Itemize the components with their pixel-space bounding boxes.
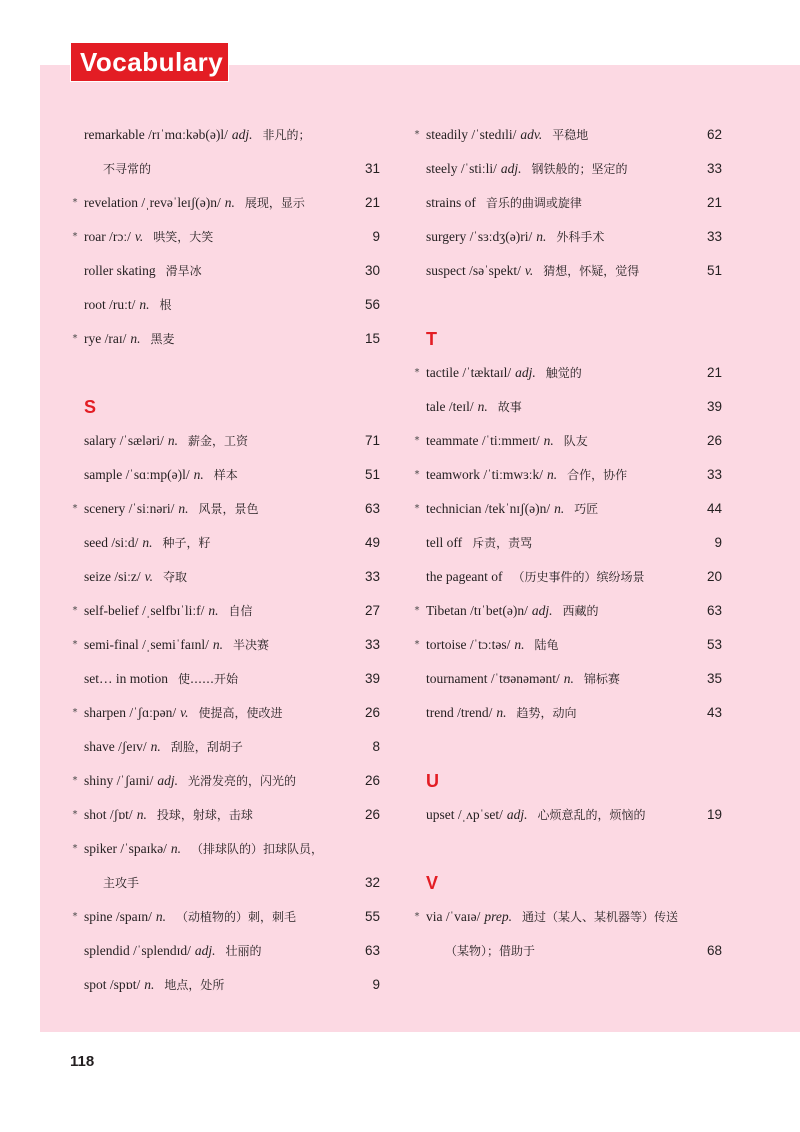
definition: 西藏的 — [562, 604, 599, 618]
part-of-speech: n. — [536, 229, 547, 244]
page-ref: 49 — [364, 535, 380, 550]
definition: 音乐的曲调或旋律 — [485, 196, 582, 210]
list-item — [70, 186, 380, 220]
vocab-entry — [426, 560, 644, 594]
definition: 薪金，工资 — [187, 434, 248, 448]
list-item — [70, 730, 380, 764]
headword: teammate /ˈtiːmmeɪt/ — [426, 433, 540, 448]
definition: 队友 — [563, 434, 588, 448]
list-item — [412, 220, 722, 254]
definition: 触觉的 — [545, 366, 582, 380]
part-of-speech: n. — [178, 501, 189, 516]
headword: self-belief /ˌselfbɪˈliːf/ — [84, 603, 205, 618]
vocab-entry — [84, 458, 238, 492]
star-marker: * — [72, 707, 78, 718]
list-item — [412, 696, 722, 730]
list-item — [70, 458, 380, 492]
star-marker: * — [72, 911, 78, 922]
list-item — [412, 254, 722, 288]
page-ref: 53 — [706, 637, 722, 652]
headword: seed /siːd/ — [84, 535, 139, 550]
part-of-speech: adj. — [531, 603, 553, 618]
star-marker: * — [72, 843, 78, 854]
page-ref: 9 — [372, 229, 380, 244]
page-ref: 68 — [706, 943, 722, 958]
list-item — [70, 696, 380, 730]
part-of-speech: n. — [563, 671, 574, 686]
headword: roar /rɔː/ — [84, 229, 131, 244]
part-of-speech: n. — [543, 433, 554, 448]
definition: 使……开始 — [178, 672, 239, 686]
vocab-entry — [426, 220, 604, 254]
headword: tortoise /ˈtɔːtəs/ — [426, 637, 511, 652]
page-ref: 71 — [364, 433, 380, 448]
list-item — [412, 186, 722, 220]
page-ref: 51 — [364, 467, 380, 482]
page-ref: 33 — [364, 637, 380, 652]
list-item — [70, 968, 380, 1002]
part-of-speech: n. — [142, 535, 153, 550]
definition: 自信 — [228, 604, 253, 618]
vocab-entry — [426, 526, 532, 560]
definition: 故事 — [497, 400, 522, 414]
headword: suspect /səˈspekt/ — [426, 263, 521, 278]
vocab-entry — [84, 288, 172, 322]
definition: 风景，景色 — [198, 502, 259, 516]
headword: spot /spɒt/ — [84, 977, 141, 992]
list-item — [412, 356, 722, 390]
vocab-entry — [84, 186, 305, 220]
headword: roller skating — [84, 263, 156, 278]
page-ref: 21 — [706, 365, 722, 380]
part-of-speech: n. — [130, 331, 141, 346]
headword: upset /ˌʌpˈset/ — [426, 807, 503, 822]
part-of-speech: n. — [167, 433, 178, 448]
list-item — [70, 866, 380, 900]
headword: remarkable /rɪˈmɑːkəb(ə)l/ — [84, 127, 228, 142]
vocab-entry — [426, 798, 646, 832]
page-ref: 43 — [706, 705, 722, 720]
part-of-speech: v. — [524, 263, 534, 278]
page-ref: 56 — [364, 297, 380, 312]
list-item — [70, 152, 380, 186]
list-item — [412, 118, 722, 152]
part-of-speech: adv. — [520, 127, 543, 142]
page-ref: 26 — [364, 807, 380, 822]
headword: via /ˈvaɪə/ — [426, 909, 481, 924]
part-of-speech: v. — [144, 569, 153, 584]
page-number: 118 — [70, 1053, 95, 1070]
definition: 刮脸，刮胡子 — [170, 740, 243, 754]
definition: 黑麦 — [150, 332, 175, 346]
page-ref: 63 — [364, 943, 380, 958]
definition: 趋势，动向 — [516, 706, 577, 720]
definition: 斥责，责骂 — [472, 536, 533, 550]
section-letter-v: V — [426, 873, 439, 893]
part-of-speech: adj. — [231, 127, 253, 142]
headword: shot /ʃɒt/ — [84, 807, 133, 822]
headword: technician /tekˈnɪʃ(ə)n/ — [426, 501, 551, 516]
vocab-entry — [426, 254, 639, 288]
page-ref: 26 — [706, 433, 722, 448]
definition: 心烦意乱的，烦恼的 — [537, 808, 646, 822]
part-of-speech: n. — [136, 807, 147, 822]
list-item — [70, 492, 380, 526]
list-item — [70, 798, 380, 832]
headword: rye /raɪ/ — [84, 331, 127, 346]
page-ref: 26 — [364, 705, 380, 720]
headword: steely /ˈstiːli/ — [426, 161, 497, 176]
vocab-entry — [97, 152, 151, 186]
definition: 哄笑，大笑 — [153, 230, 214, 244]
page-ref: 39 — [364, 671, 380, 686]
definition: 展现，显示 — [244, 196, 305, 210]
list-item — [70, 662, 380, 696]
part-of-speech: n. — [224, 195, 235, 210]
headword: steadily /ˈstedɪli/ — [426, 127, 517, 142]
part-of-speech: adj. — [157, 773, 179, 788]
vocab-entry — [84, 696, 283, 730]
definition: （某物）；借助于 — [445, 944, 536, 958]
vocab-entry — [426, 424, 588, 458]
page-ref: 33 — [706, 229, 722, 244]
headword: revelation /ˌrevəˈleɪʃ(ə)n/ — [84, 195, 221, 210]
definition: 地点，处所 — [164, 978, 225, 992]
definition: 陆龟 — [534, 638, 559, 652]
page-ref: 20 — [706, 569, 722, 584]
list-item — [70, 764, 380, 798]
headword: teamwork /ˈtiːmwɜːk/ — [426, 467, 544, 482]
list-item — [412, 458, 722, 492]
definition: 锦标赛 — [583, 672, 620, 686]
definition: 滑旱冰 — [165, 264, 202, 278]
vocab-entry — [426, 152, 628, 186]
page-ref: 63 — [706, 603, 722, 618]
section-gap — [412, 730, 722, 764]
vocab-entry — [439, 934, 535, 968]
star-marker: * — [414, 129, 420, 140]
list-item — [70, 254, 380, 288]
page-ref: 33 — [364, 569, 380, 584]
definition: 光滑发亮的，闪光的 — [188, 774, 297, 788]
star-marker: * — [72, 503, 78, 514]
part-of-speech: n. — [547, 467, 558, 482]
vocab-entry — [426, 662, 620, 696]
list-item — [412, 560, 722, 594]
definition: 壮丽的 — [225, 944, 262, 958]
vocab-entry — [84, 424, 248, 458]
star-marker: * — [414, 435, 420, 446]
part-of-speech: n. — [514, 637, 525, 652]
list-item — [412, 662, 722, 696]
headword: trend /trend/ — [426, 705, 493, 720]
definition: 猜想，怀疑，觉得 — [543, 264, 640, 278]
definition: 根 — [159, 298, 172, 312]
headword: seize /siːz/ — [84, 569, 141, 584]
part-of-speech: adj. — [515, 365, 536, 380]
headword: salary /ˈsæləri/ — [84, 433, 164, 448]
star-marker: * — [72, 197, 78, 208]
definition: 主攻手 — [103, 876, 140, 890]
headword: tell off — [426, 535, 463, 550]
list-item — [70, 628, 380, 662]
part-of-speech: v. — [134, 229, 144, 244]
page-ref: 31 — [364, 161, 380, 176]
headword: set… in motion — [84, 671, 168, 686]
list-item — [70, 560, 380, 594]
definition: 夺取 — [162, 570, 187, 584]
headword: spiker /ˈspaɪkə/ — [84, 841, 167, 856]
list-item — [412, 594, 722, 628]
vocab-entry — [84, 594, 252, 628]
list-item — [412, 900, 722, 934]
part-of-speech: n. — [477, 399, 488, 414]
definition: 非凡的； — [262, 128, 311, 142]
page-ref: 62 — [706, 127, 722, 142]
list-item — [70, 594, 380, 628]
page-title: Vocabulary — [80, 47, 224, 77]
list-item — [412, 526, 722, 560]
part-of-speech: n. — [170, 841, 181, 856]
list-item — [412, 492, 722, 526]
vocab-entry — [97, 866, 139, 900]
headword: scenery /ˈsiːnəri/ — [84, 501, 175, 516]
part-of-speech: n. — [144, 977, 155, 992]
section-letter-s: S — [84, 397, 97, 417]
headword: Tibetan /tɪˈbet(ə)n/ — [426, 603, 528, 618]
list-item — [412, 934, 722, 968]
star-marker: * — [72, 333, 78, 344]
section-letter-t: T — [426, 329, 437, 349]
vocab-entry — [84, 934, 262, 968]
star-marker: * — [72, 775, 78, 786]
list-item — [412, 424, 722, 458]
definition: 投球，射球，击球 — [156, 808, 253, 822]
list-item — [70, 220, 380, 254]
definition: 样本 — [213, 468, 238, 482]
page-ref: 63 — [364, 501, 380, 516]
headword: strains of — [426, 195, 476, 210]
vocab-entry — [426, 118, 588, 152]
definition: 平稳地 — [552, 128, 589, 142]
definition: （排球队的）扣球队员， — [190, 842, 323, 856]
headword: tactile /ˈtæktaɪl/ — [426, 365, 512, 380]
vocab-entry — [426, 186, 582, 220]
vocab-entry — [84, 118, 311, 152]
left-column — [70, 118, 380, 1002]
vocab-entry — [426, 390, 522, 424]
list-item — [412, 628, 722, 662]
section-gap — [412, 832, 722, 866]
page-ref: 26 — [364, 773, 380, 788]
list-item — [70, 118, 380, 152]
star-marker: * — [414, 469, 420, 480]
headword: shave /ʃeɪv/ — [84, 739, 147, 754]
part-of-speech: n. — [139, 297, 150, 312]
page-ref: 19 — [706, 807, 722, 822]
vocab-entry — [84, 968, 224, 1002]
part-of-speech: v. — [180, 705, 189, 720]
headword: the pageant of — [426, 569, 503, 584]
part-of-speech: adj. — [500, 161, 522, 176]
star-marker: * — [414, 503, 420, 514]
page-ref: 55 — [364, 909, 380, 924]
definition: （历史事件的）缤纷场景 — [512, 570, 645, 584]
section-letter-u: U — [426, 771, 439, 791]
vocab-entry — [84, 730, 243, 764]
page-ref: 27 — [364, 603, 380, 618]
star-marker: * — [72, 605, 78, 616]
page-ref: 30 — [364, 263, 380, 278]
page-ref: 35 — [706, 671, 722, 686]
headword: shiny /ˈʃaɪni/ — [84, 773, 154, 788]
part-of-speech: adj. — [194, 943, 216, 958]
headword: semi-final /ˌsemiˈfaɪnl/ — [84, 637, 209, 652]
part-of-speech: n. — [554, 501, 565, 516]
definition: 合作，协作 — [567, 468, 628, 482]
star-marker: * — [414, 367, 420, 378]
page-ref: 39 — [706, 399, 722, 414]
headword: root /ruːt/ — [84, 297, 136, 312]
vocab-entry — [84, 798, 253, 832]
list-item — [70, 934, 380, 968]
page-ref: 33 — [706, 161, 722, 176]
headword: splendid /ˈsplendɪd/ — [84, 943, 191, 958]
part-of-speech: n. — [150, 739, 161, 754]
vocab-entry — [426, 696, 577, 730]
list-item — [70, 526, 380, 560]
vocab-entry — [84, 832, 323, 866]
vocab-entry — [426, 628, 559, 662]
page-ref: 9 — [372, 977, 380, 992]
list-item — [70, 288, 380, 322]
part-of-speech: n. — [208, 603, 219, 618]
vocab-entry — [84, 254, 202, 288]
section-gap — [412, 288, 722, 322]
vocab-entry — [84, 220, 213, 254]
vocab-entry — [426, 356, 582, 390]
vocab-entry — [84, 662, 238, 696]
list-item — [70, 322, 380, 356]
list-item — [70, 900, 380, 934]
headword: tournament /ˈtʊənəmənt/ — [426, 671, 560, 686]
headword: sharpen /ˈʃɑːpən/ — [84, 705, 177, 720]
page-ref: 8 — [372, 739, 380, 754]
vocab-entry — [426, 594, 599, 628]
definition: 种子，籽 — [162, 536, 211, 550]
part-of-speech: n. — [496, 705, 507, 720]
vocab-entry — [426, 458, 627, 492]
headword: surgery /ˈsɜːdʒ(ə)ri/ — [426, 229, 533, 244]
page-ref: 9 — [714, 535, 722, 550]
definition: 巧匠 — [574, 502, 599, 516]
page-ref: 51 — [706, 263, 722, 278]
vocab-entry — [84, 900, 296, 934]
vocab-entry — [84, 764, 296, 798]
page-ref: 44 — [706, 501, 722, 516]
section-gap — [70, 356, 380, 390]
definition: （动植物的）刺，刺毛 — [176, 910, 297, 924]
definition: 不寻常的 — [103, 162, 152, 176]
vocab-entry — [84, 492, 258, 526]
vocab-entry — [426, 900, 678, 934]
headword: spine /spaɪn/ — [84, 909, 152, 924]
definition: 通过（某人、某机器等）传送 — [521, 910, 678, 924]
definition: 外科手术 — [556, 230, 605, 244]
vocab-entry — [84, 628, 269, 662]
definition: 使提高，使改进 — [198, 706, 283, 720]
vocab-entry — [84, 526, 211, 560]
page-ref: 32 — [364, 875, 380, 890]
part-of-speech: n. — [155, 909, 166, 924]
part-of-speech: n. — [212, 637, 223, 652]
page-ref: 33 — [706, 467, 722, 482]
headword: sample /ˈsɑːmp(ə)l/ — [84, 467, 190, 482]
vocab-entry — [84, 322, 175, 356]
vocab-entry — [426, 492, 598, 526]
list-item — [412, 152, 722, 186]
vocab-entry — [84, 560, 187, 594]
star-marker: * — [72, 231, 78, 242]
list-item — [412, 390, 722, 424]
star-marker: * — [72, 809, 78, 820]
star-marker: * — [414, 911, 420, 922]
star-marker: * — [414, 605, 420, 616]
part-of-speech: prep. — [484, 909, 512, 924]
list-item — [412, 798, 722, 832]
part-of-speech: n. — [193, 467, 204, 482]
headword: tale /teɪl/ — [426, 399, 474, 414]
page-ref: 21 — [364, 195, 380, 210]
page-ref: 21 — [706, 195, 722, 210]
right-column — [412, 118, 722, 968]
star-marker: * — [414, 639, 420, 650]
page-ref: 15 — [364, 331, 380, 346]
part-of-speech: adj. — [506, 807, 528, 822]
list-item — [70, 832, 380, 866]
definition: 半决赛 — [232, 638, 269, 652]
list-item — [70, 424, 380, 458]
star-marker: * — [72, 639, 78, 650]
definition: 钢铁般的；坚定的 — [531, 162, 628, 176]
